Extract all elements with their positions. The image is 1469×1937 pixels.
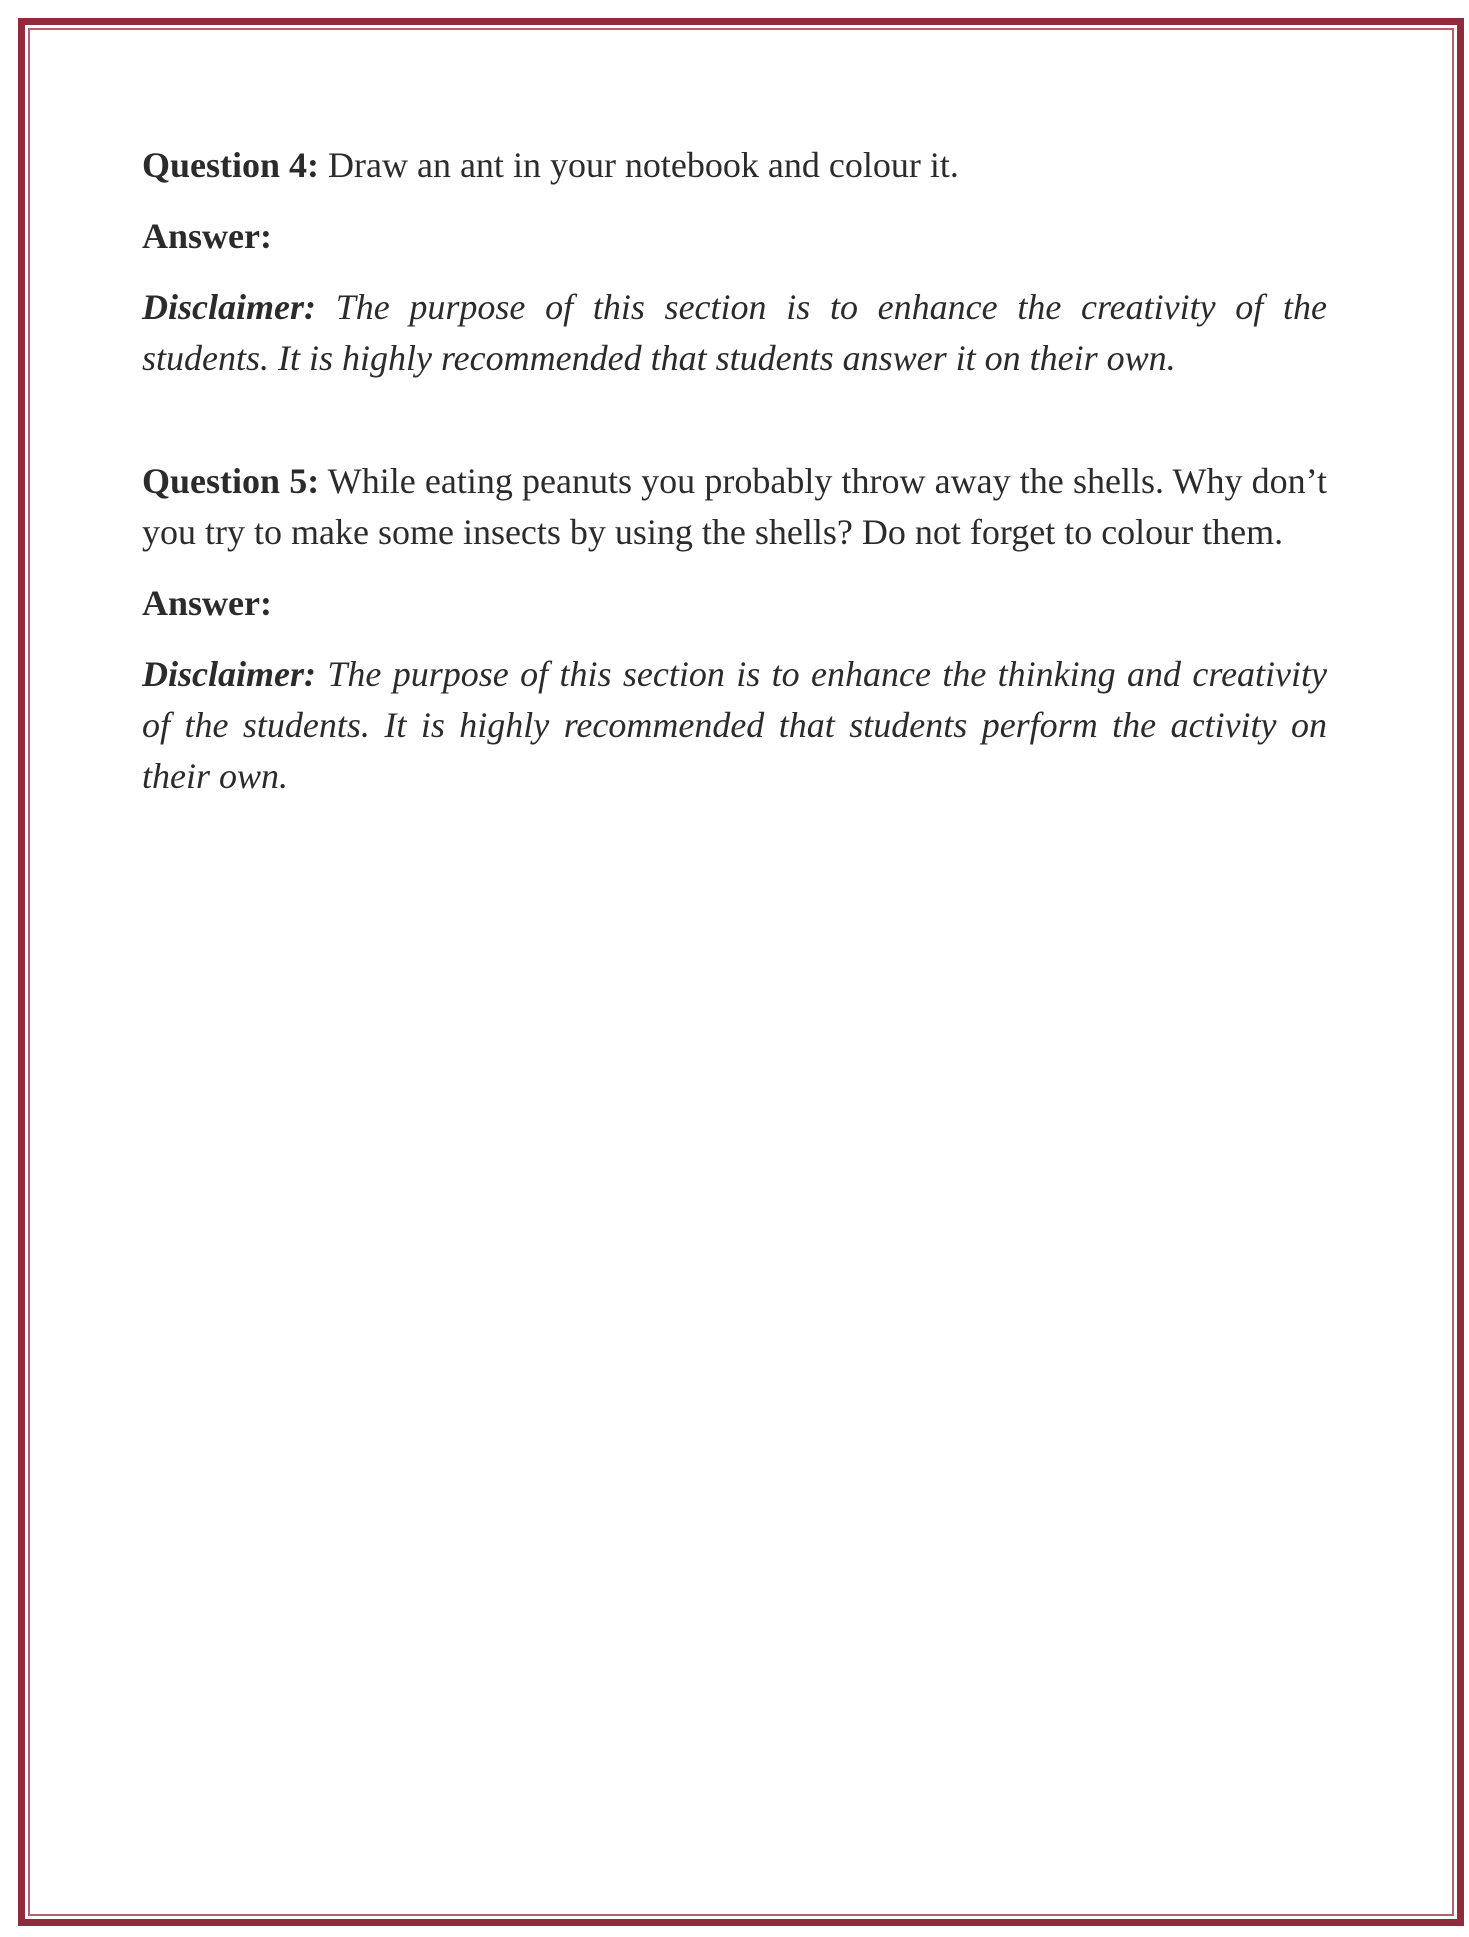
disclaimer <box>142 649 1327 802</box>
disclaimer <box>142 282 1327 384</box>
page-content <box>142 140 1327 802</box>
question-4-section <box>142 140 1327 384</box>
section-spacer <box>142 384 1327 456</box>
question-label: Question 4: <box>142 145 320 185</box>
answer-label: Answer: <box>142 216 272 256</box>
answer-label: Answer: <box>142 583 272 623</box>
question-5 <box>142 456 1327 558</box>
question-label: Question 5: <box>142 461 320 501</box>
question-5-section <box>142 456 1327 802</box>
question-text: Draw an ant in your notebook and colour it. <box>328 145 959 185</box>
disclaimer-label: Disclaimer: <box>142 654 316 694</box>
disclaimer-label: Disclaimer: <box>142 287 316 327</box>
disclaimer-text: The purpose of this section is to enhance the thinking and creativity of the students. It is highly recommended that students perform the activity on their own. <box>142 654 1328 796</box>
question-text: While eating peanuts you probably throw away the shells. Why don’t you try to make some insects by using the shells? Do not forget to colour them. <box>142 461 1327 552</box>
question-4 <box>142 140 1327 191</box>
disclaimer-text: The purpose of this section is to enhance the creativity of the students. It is highly recommended that students answer it on their own. <box>142 287 1328 378</box>
